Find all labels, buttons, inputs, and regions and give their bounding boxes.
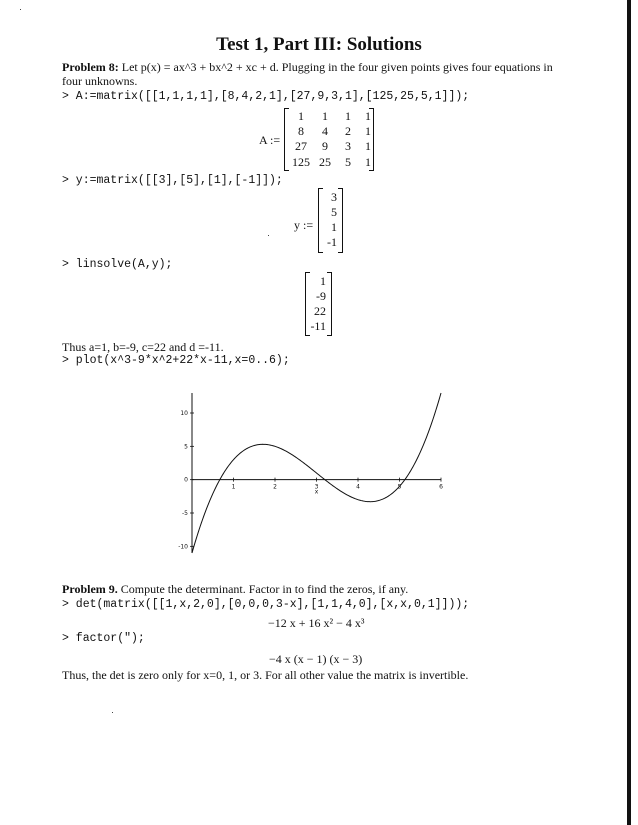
matrix-A-cell: 125 [292, 155, 310, 169]
vector-y-label: y := [294, 218, 314, 232]
matrix-A-cell: 3 [345, 139, 351, 153]
problem9-conclusion: Thus, the det is zero only for x=0, 1, or 3. For all other value the matrix is invertible. [62, 668, 469, 682]
solution-cell: -9 [316, 289, 326, 303]
solution-right-bracket [327, 272, 332, 336]
command-linsolve: > linsolve(A,y); [62, 258, 173, 271]
y-tick-label: 0 [184, 476, 188, 484]
matrix-A-cell: 1 [345, 109, 351, 123]
vector-y-cell: 5 [331, 205, 337, 219]
problem8-intro-line2: four unknowns. [62, 74, 138, 88]
y-tick-label: -10 [178, 543, 188, 551]
scan-speck [112, 712, 113, 713]
problem9-label: Problem 9. [62, 582, 118, 596]
det-result: −12 x + 16 x² − 4 x³ [268, 616, 365, 630]
matrix-A-cell: 5 [345, 155, 351, 169]
problem8-label: Problem 8: [62, 60, 119, 74]
solution-cell: -11 [310, 319, 326, 333]
x-tick-label: 5 [397, 483, 402, 491]
scan-speck [20, 9, 21, 10]
problem8-conclusion: Thus a=1, b=-9, c=22 and d =-11. [62, 340, 224, 354]
matrix-A-cell: 4 [322, 124, 328, 138]
factor-result: −4 x (x − 1) (x − 3) [269, 652, 363, 666]
matrix-A-cell: 1 [365, 155, 371, 169]
x-tick-label: 4 [356, 483, 360, 491]
page-title: Test 1, Part III: Solutions [216, 34, 422, 55]
problem9-intro [62, 582, 408, 596]
y-tick-label: -5 [182, 510, 188, 517]
matrix-A-cell: 9 [322, 139, 328, 153]
solution-cell: 1 [320, 274, 326, 288]
matrix-A-cell: 1 [298, 109, 304, 123]
command-matrix-A: > A:=matrix([[1,1,1,1],[8,4,2,1],[27,9,3,1],[125,25,5,1]]); [62, 90, 470, 103]
vector-y-cell: 1 [331, 220, 337, 234]
matrix-A-cell: 1 [322, 109, 328, 123]
problem9-intro-text: Compute the determinant. Factor in to find the zeros, if any. [120, 582, 409, 596]
matrix-A-cell: 2 [345, 124, 351, 138]
command-factor: > factor("); [62, 632, 145, 645]
vector-y-cell: 3 [331, 190, 337, 204]
command-plot: > plot(x^3-9*x^2+22*x-11,x=0..6); [62, 354, 290, 367]
command-det: > det(matrix([[1,x,2,0],[0,0,0,3-x],[1,1,4,0],[x,x,0,1]])); [62, 598, 470, 611]
cubic-plot [170, 385, 460, 570]
solution-cell: 22 [314, 304, 326, 318]
vector-y-right-bracket [338, 188, 343, 253]
matrix-A-cell: 1 [365, 109, 371, 123]
matrix-A-cell: 8 [298, 124, 304, 138]
problem8-intro-line1: Let p(x) = ax^3 + bx^2 + xc + d. Plugging in the four given points gives four equations in [121, 60, 553, 74]
x-tick-label: 1 [231, 483, 236, 491]
matrix-A-cell: 25 [319, 155, 331, 169]
matrix-A-cell: 1 [365, 139, 371, 153]
matrix-A-label: A := [259, 133, 281, 147]
command-matrix-y: > y:=matrix([[3],[5],[1],[-1]]); [62, 174, 283, 187]
matrix-A-cell: 1 [365, 124, 371, 138]
x-tick-label: 2 [273, 483, 277, 491]
y-tick-label: 5 [184, 443, 188, 451]
x-axis-label: x [314, 488, 319, 496]
scan-speck [268, 235, 269, 236]
scan-edge-bar [627, 0, 631, 825]
y-tick-label: 10 [180, 410, 188, 417]
vector-y-cell: -1 [327, 235, 337, 249]
plot-curve [192, 393, 441, 553]
problem8-intro [62, 60, 622, 74]
matrix-A-cell: 27 [295, 139, 307, 153]
x-tick-label: 3 [314, 483, 319, 491]
x-tick-label: 6 [439, 483, 443, 491]
